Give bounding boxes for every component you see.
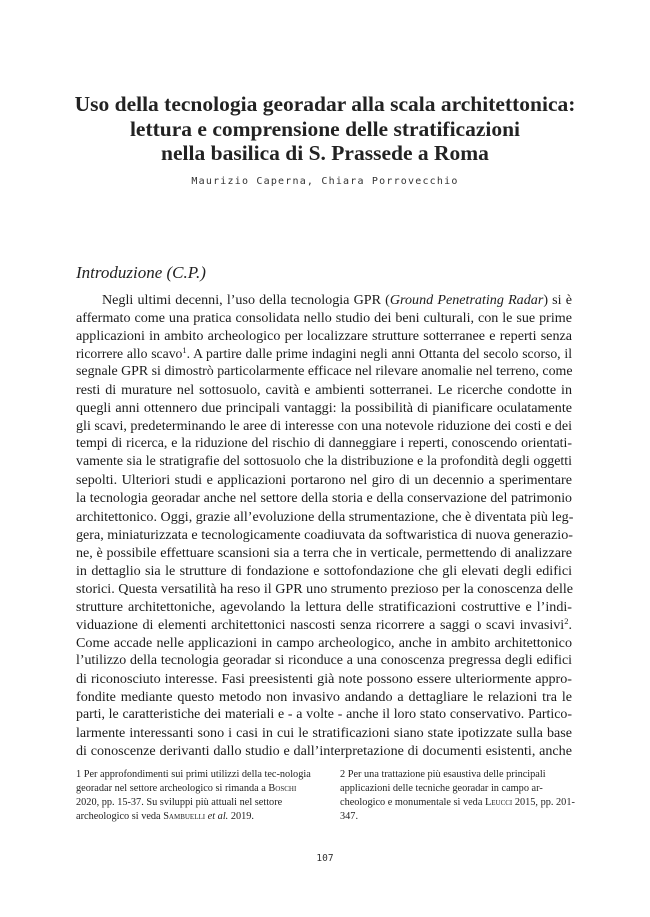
- title-line-3: nella basilica di S. Prassede a Roma: [161, 141, 489, 165]
- body-line: di conoscenze derivanti dallo studio e dall’interpretazione di documenti esistenti, anche: [76, 743, 572, 760]
- cited-author: Leucci: [484, 797, 513, 808]
- body-line: ricorrere allo scavo$^1$. A partire dalle prime indagini negli anni Ottanta del secolo scorso, il: [76, 345, 572, 362]
- body-line: architettonico. Oggi, grazie all’evoluzione della strumentazione, che è diventata più leg-: [76, 508, 574, 525]
- footnote-1: 1 Per approfondimenti sui primi utilizzi della tec-nologia georadar nel settore archeologico si rimanda a Boschi 2020, pp. 15-37. Su sviluppi più attuali nel settore archeologico si veda Sambuelli et al. 2019.: [76, 769, 311, 822]
- authors: Maurizio Caperna, Chiara Porrovecchio: [191, 176, 459, 187]
- footnote-2: 2 Per una trattazione più esaustiva delle principali applicazioni delle tecniche georadar in campo ar-cheologico e monumentale si veda Leucci 2015, pp. 201-347.: [340, 769, 575, 822]
- title-line-2: lettura e comprensione delle stratificazioni: [129, 116, 521, 141]
- body-line: gera, miniaturizzata e tecnologicamente coadiuvata da softwaristica di nuova generazio-: [76, 526, 573, 543]
- body-line: parti, le caratteristiche dei materiali e - a volte - anche il loro stato conservativo. Partico-: [76, 707, 572, 723]
- body-line: tempi di ricerca, e la riduzione del rischio di danneggiare i reperti, conoscendo orientati-: [76, 436, 572, 452]
- cited-author: Sambuelli: [163, 811, 206, 822]
- footnote-number: 2: [340, 769, 346, 780]
- title-line-1: Uso della tecnologia georadar alla scala architettonica:: [74, 92, 576, 116]
- body-line: vamente sia le stratigrafie del sottosuolo che la distribuzione e la profondità degli oggetti: [76, 454, 572, 470]
- body-line: quegli anni ottennero due principali vantaggi: la possibilità di pianificare oculatamente: [76, 400, 572, 417]
- body-line: sepolti. Ulteriori studi e applicazioni portarono nel giro di un decennio a sperimentare: [76, 472, 572, 489]
- footnote-number: 1: [76, 769, 82, 780]
- body-line: di riconosciuto interesse. Fasi preesistenti già note possono essere ulteriormente appro-: [76, 670, 572, 687]
- body-line: storici. Questa versatilità ha reso il GPR uno strumento prezioso per la conoscenza delle: [76, 580, 574, 597]
- article-title: [60, 92, 590, 166]
- body-line: fondite mediante questo metodo non invasivo andando a dettagliare le relazioni tra le: [76, 689, 572, 706]
- body-line: la tecnologia georadar anche nel settore della storia e della conservazione del patrimonio: [76, 490, 572, 506]
- cited-author: Boschi: [268, 783, 297, 794]
- body-line: applicazioni in ambito archeologico per localizzare strutture sotterranee e reperti senza: [76, 328, 572, 345]
- footnote-ref-1[interactable]: 1: [182, 345, 187, 356]
- body-line: affermato come una pratica consolidata nello studio dei beni culturali, con le sue prime: [76, 310, 572, 327]
- body-line: Come accade nelle applicazioni in campo archeologico, anche in ambito architettonico: [76, 634, 572, 651]
- body-line: ne, è possibile effettuare scansioni sia a terra che in verticale, permettendo di analizzare: [76, 544, 572, 561]
- section-heading: Introduzione (C.P.): [76, 263, 206, 282]
- body-line: strutture architettoniche, agevolando la lettura delle stratificazioni costruttive e l’indi-: [76, 598, 572, 615]
- body-line: viduazione di elementi architettonici nascosti senza ricorrere a saggi o scavi invasivi$^2$.: [76, 615, 572, 633]
- body-line: Negli ultimi decenni, l’uso della tecnologia GPR (Ground Penetrating Radar) si è: [102, 292, 572, 308]
- footnote-ref-2[interactable]: 2: [564, 615, 569, 626]
- body-line: resti di murature nel sottosuolo, cavità e ambienti sotterranei. Le ricerche condotte in: [76, 382, 572, 399]
- body-line: in dettaglio sia le strutture di fondazione e sottofondazione che gli elevati degli edifici: [76, 562, 572, 579]
- page-number: 107: [316, 853, 334, 864]
- body-line: gli scavi, predeterminando le aree di interesse con una notevole riduzione dei costi e dei: [76, 418, 572, 435]
- body-paragraph: [76, 291, 572, 760]
- body-line: segnale GPR si dimostrò particolarmente efficace nel rilevare anomalie nel terreno, come: [76, 364, 573, 380]
- body-line: larmente interessanti sono i casi in cui le stratificazioni siano state ipotizzate sulla base: [76, 725, 572, 742]
- body-line: l’utilizzo della tecnologia georadar si riconduce a una conoscenza pregressa degli edifici: [76, 652, 572, 668]
